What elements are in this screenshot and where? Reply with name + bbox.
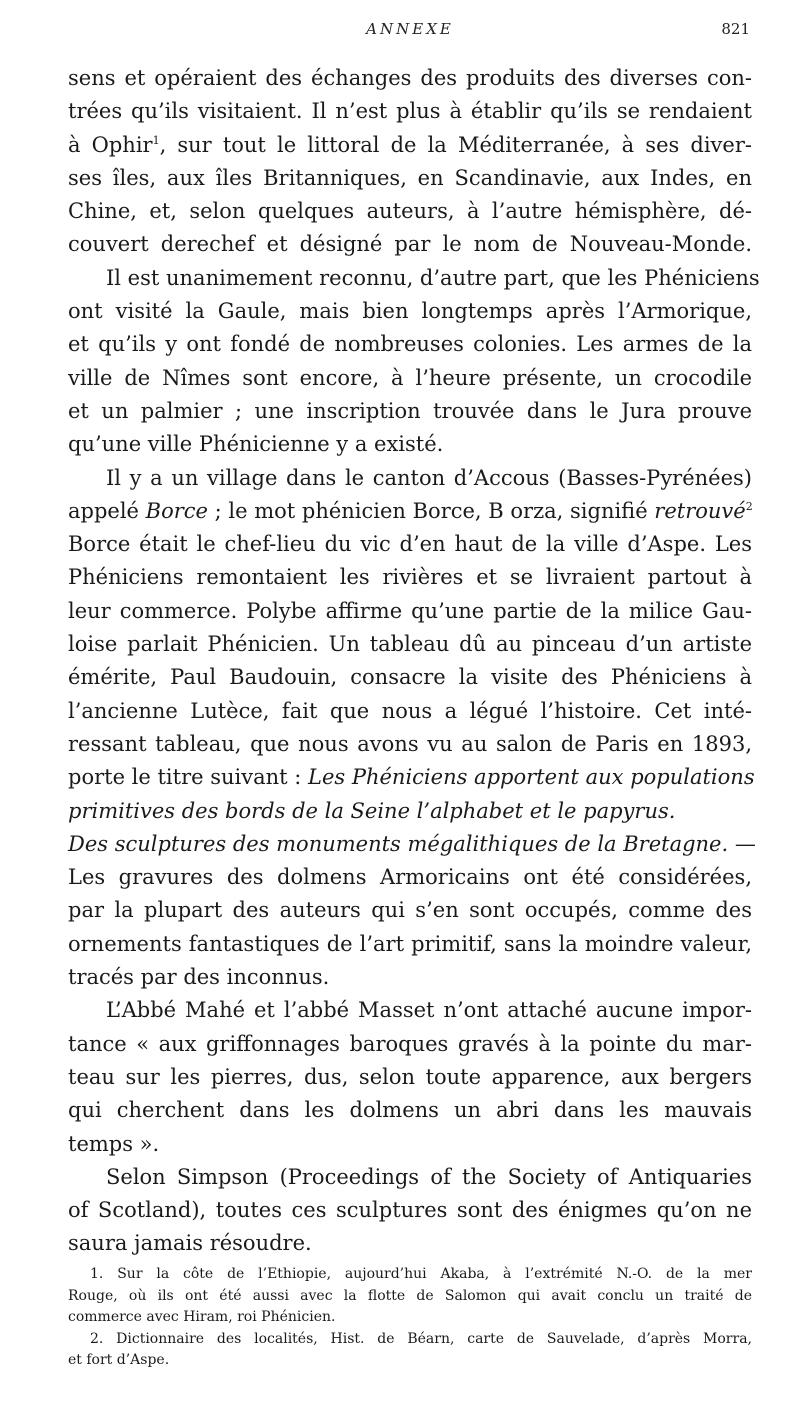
text-segment: , sur tout le littoral de la Méditerranée, à ses diver- [159, 132, 752, 157]
text-line: of Scotland), toutes ces sculptures sont des énigmes qu’on ne [68, 1198, 752, 1223]
text-line: ville de Nîmes sont encore, à l’heure présente, un crocodile [68, 365, 752, 390]
section-heading: Des sculptures des monuments mégalithiques de la Bretagne. [68, 831, 729, 856]
text-line: couvert derechef et désigné par le nom de Nouveau-Monde. [68, 232, 752, 257]
text-segment: à Ophir [68, 132, 153, 157]
text-line: temps ». [68, 1131, 160, 1156]
text-line: trées qu’ils visitaient. Il n’est plus à établir qu’ils se rendaient [68, 99, 752, 124]
text-line: L’Abbé Mahé et l’abbé Masset n’ont attaché aucune impor- [106, 998, 752, 1023]
text-line: et un palmier ; une inscription trouvée dans le Jura prouve [68, 398, 752, 423]
footnote-line: 2. Dictionnaire des localités, Hist. de Béarn, carte de Sauvelade, d’après Morra, [90, 1330, 752, 1347]
text-line: Les gravures des dolmens Armoricains ont été considérées, [68, 865, 752, 890]
text-line: ses îles, aux îles Britanniques, en Scandinavie, aux Indes, en [68, 165, 752, 190]
text-line: émérite, Paul Baudouin, consacre la visite des Phéniciens à [68, 665, 752, 690]
text-line: ont visité la Gaule, mais bien longtemps après l’Armorique, [68, 299, 752, 324]
text-line: Selon Simpson (Proceedings of the Society of Antiquaries [106, 1164, 752, 1189]
text-segment: porte le titre suivant : [68, 765, 309, 790]
footnotes [68, 1264, 752, 1372]
italic-term: retrouvé [654, 498, 746, 523]
text-segment: — [728, 831, 756, 856]
text-line: Il y a un village dans le canton d’Accous (Basses-Pyrénées) [106, 465, 752, 490]
running-head [70, 20, 750, 44]
italic-term: Borce [145, 498, 208, 523]
footnote-line: et fort d’Aspe. [68, 1352, 170, 1368]
footnote-line: 1. Sur la côte de l’Ethiopie, aujourd’hui Akaba, à l’extrémité N.-O. de la mer [90, 1266, 752, 1282]
text-line: ornements fantastiques de l’art primitif, sans la moindre valeur, [68, 931, 752, 956]
text-line: qui cherchent dans les dolmens un abri dans les mauvais [68, 1098, 752, 1123]
text-line: saura jamais résoudre. [68, 1231, 312, 1256]
footnote-ref: 2 [745, 499, 753, 513]
text-line: sens et opéraient des échanges des produits des diverses con- [68, 66, 752, 90]
text-segment: ; le mot phénicien Borce, B orza, signifié [207, 498, 655, 523]
text-line: loise parlait Phénicien. Un tableau dû au pinceau d’un artiste [68, 632, 752, 657]
body-text [68, 62, 760, 1261]
running-title: ANNEXE [366, 20, 454, 38]
text-line [68, 828, 756, 861]
text-line [68, 761, 755, 794]
text-line [68, 795, 752, 828]
text-line: teau sur les pierres, dus, selon toute apparence, aux bergers [68, 1064, 752, 1089]
text-line: Chine, et, selon quelques auteurs, à l’autre hémisphère, dé- [68, 199, 752, 224]
text-line: qu’une ville Phénicienne y a existé. [68, 432, 444, 457]
text-line: tracés par des inconnus. [68, 965, 330, 990]
footnote-ref: 1 [152, 133, 160, 147]
footnote-line: Rouge, où ils ont été aussi avec la flotte de Salomon qui avait conclu un traité de [68, 1287, 752, 1304]
painting-title: primitives des bords de la Seine l’alphabet et le papyrus. [68, 798, 676, 823]
text-line [68, 495, 752, 528]
text-line [68, 129, 752, 162]
text-line: ressant tableau, que nous avons vu au salon de Paris en 1893, [68, 731, 752, 756]
text-line: l’ancienne Lutèce, fait que nous a légué l’histoire. Cet inté- [68, 698, 752, 723]
text-line: Phéniciens remontaient les rivières et se livraient partout à [68, 565, 752, 590]
text-line: tance « aux griffonnages baroques gravés à la pointe du mar- [68, 1031, 752, 1056]
footnote-line: commerce avec Hiram, roi Phénicien. [68, 1309, 336, 1325]
text-line: Borce était le chef-lieu du vic d’en haut de la ville d’Aspe. Les [68, 532, 752, 557]
text-line: Il est unanimement reconnu, d’autre part, que les Phéniciens [106, 265, 760, 290]
text-line: leur commerce. Polybe affirme qu’une partie de la milice Gau- [68, 598, 752, 623]
painting-title: Les Phéniciens apportent aux populations [308, 765, 755, 790]
text-line: par la plupart des auteurs qui s’en sont occupés, comme des [68, 898, 752, 923]
text-line: et qu’ils y ont fondé de nombreuses colonies. Les armes de la [68, 332, 752, 357]
text-segment: appelé [68, 498, 146, 523]
page-number: 821 [721, 20, 750, 38]
